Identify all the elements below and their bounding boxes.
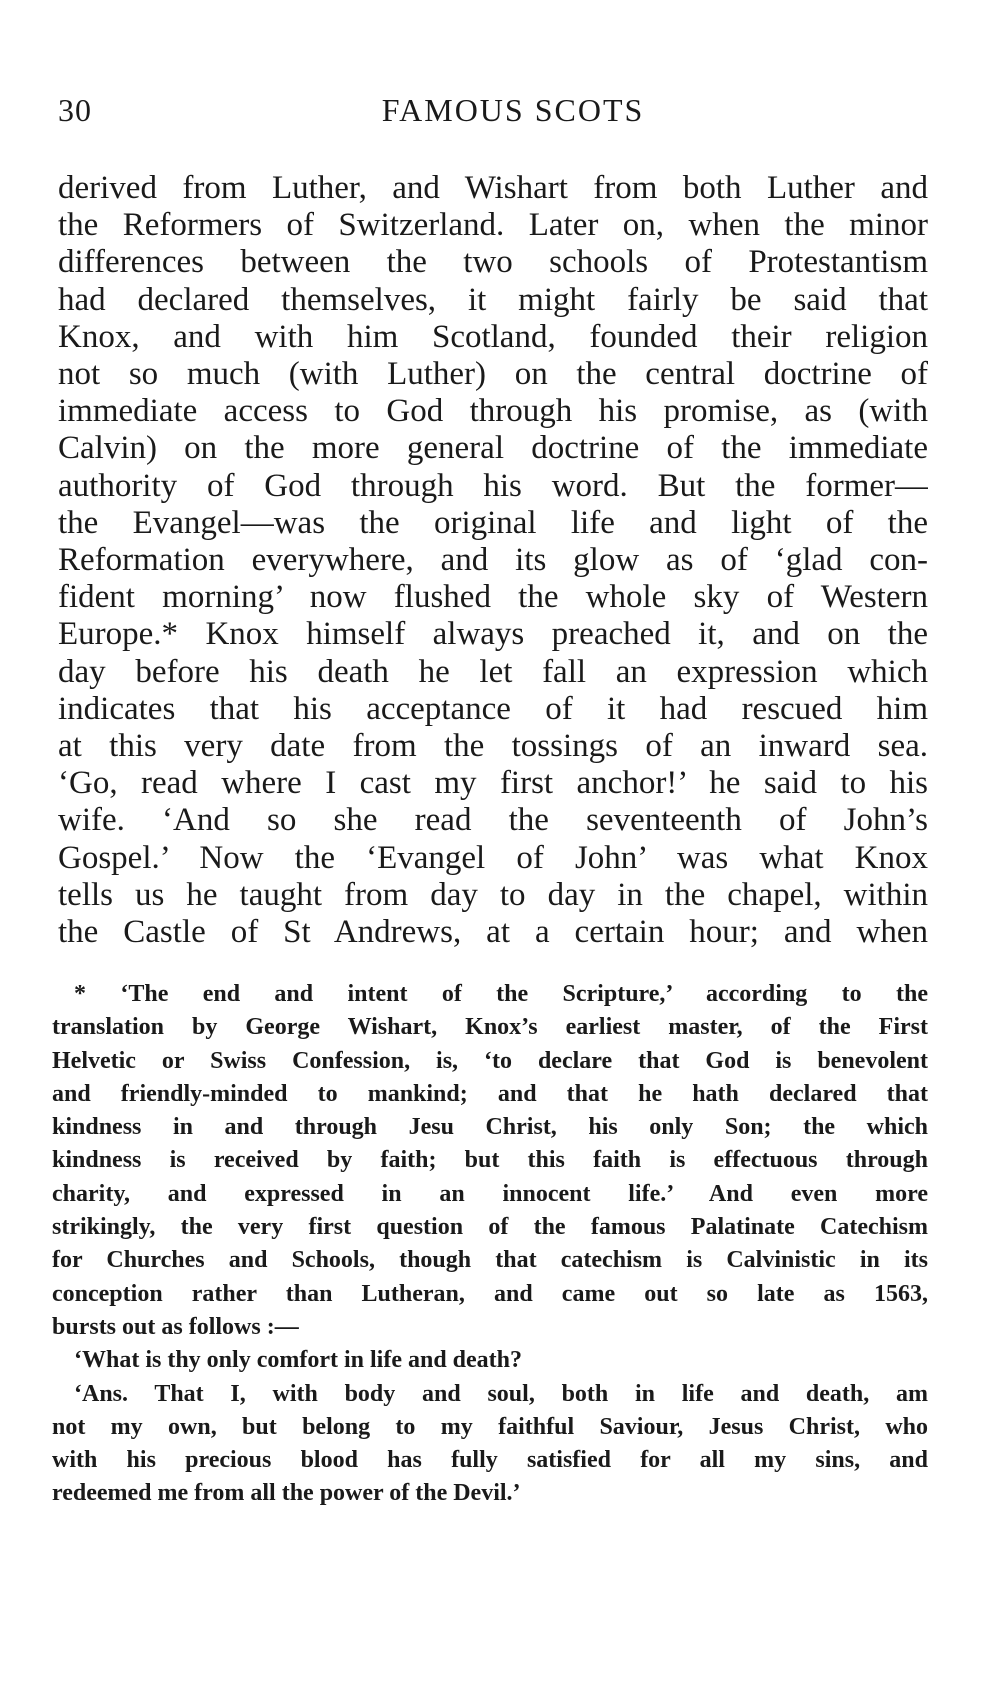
running-title: FAMOUS SCOTS (381, 92, 645, 128)
footnote-line: translation by George Wishart, Knox’s earliest master, of the First (52, 1014, 928, 1041)
body-line: not so much (with Luther) on the central doctrine of (58, 356, 928, 393)
body-line: authority of God through his word. But the former— (58, 467, 928, 504)
footnote (52, 978, 928, 1511)
footnote-line: Helvetic or Swiss Confession, is, ‘to declare that God is benevolent (52, 1047, 928, 1074)
body-line: immediate access to God through his promise, as (with (58, 393, 928, 430)
page-number: 30 (58, 92, 92, 128)
footnote-answer-line: with his precious blood has fully satisfied for all my sins, and (52, 1447, 928, 1474)
body-text (58, 170, 928, 951)
body-line: Knox, and with him Scotland, founded their religion (58, 318, 928, 355)
body-line: the Castle of St Andrews, at a certain hour; and when (58, 914, 928, 951)
body-line: wife. ‘And so she read the seventeenth of John’s (58, 802, 928, 839)
body-line: tells us he taught from day to day in the chapel, within (58, 876, 928, 913)
body-line: differences between the two schools of Protestantism (58, 244, 928, 281)
footnote-line: for Churches and Schools, though that catechism is Calvinistic in its (52, 1247, 928, 1274)
footnote-question: ‘What is thy only comfort in life and death? (74, 1347, 523, 1374)
footnote-line: * ‘The end and intent of the Scripture,’ according to the (74, 981, 928, 1007)
body-line: Gospel.’ Now the ‘Evangel of John’ was what Knox (58, 839, 928, 876)
body-line: derived from Luther, and Wishart from both Luther and (58, 170, 928, 206)
footnote-answer-line: redeemed me from all the power of the Devil.’ (52, 1480, 521, 1507)
running-head (58, 92, 928, 136)
body-line: Calvin) on the more general doctrine of the immediate (58, 430, 928, 467)
footnote-line: charity, and expressed in an innocent life.’ And even more (52, 1180, 928, 1207)
footnote-line: kindness is received by faith; but this faith is effectuous through (52, 1147, 928, 1174)
footnote-line: and friendly-minded to mankind; and that he hath declared that (52, 1080, 928, 1107)
footnote-line: bursts out as follows :— (52, 1313, 299, 1340)
footnote-line: kindness in and through Jesu Christ, his only Son; the which (52, 1114, 928, 1141)
body-line: at this very date from the tossings of an inward sea. (58, 728, 928, 765)
body-line: the Evangel—was the original life and light of the (58, 504, 928, 541)
body-line: day before his death he let fall an expression which (58, 653, 928, 690)
body-line: Reformation everywhere, and its glow as of ‘glad con- (58, 542, 928, 579)
footnote-answer-line: not my own, but belong to my faithful Saviour, Jesus Christ, who (52, 1413, 928, 1440)
footnote-answer-line: ‘Ans. That I, with body and soul, both in life and death, am (74, 1380, 928, 1407)
footnote-line: strikingly, the very first question of the famous Palatinate Catechism (52, 1214, 928, 1241)
body-line: ‘Go, read where I cast my first anchor!’ he said to his (58, 765, 928, 802)
body-line: had declared themselves, it might fairly be said that (58, 281, 928, 318)
footnote-line: conception rather than Lutheran, and came out so late as 1563, (52, 1280, 928, 1307)
body-line: fident morning’ now flushed the whole sky of Western (58, 579, 928, 616)
body-line: indicates that his acceptance of it had rescued him (58, 690, 928, 727)
body-line: Europe.* Knox himself always preached it, and on the (58, 616, 928, 653)
body-line: the Reformers of Switzerland. Later on, when the minor (58, 207, 928, 244)
